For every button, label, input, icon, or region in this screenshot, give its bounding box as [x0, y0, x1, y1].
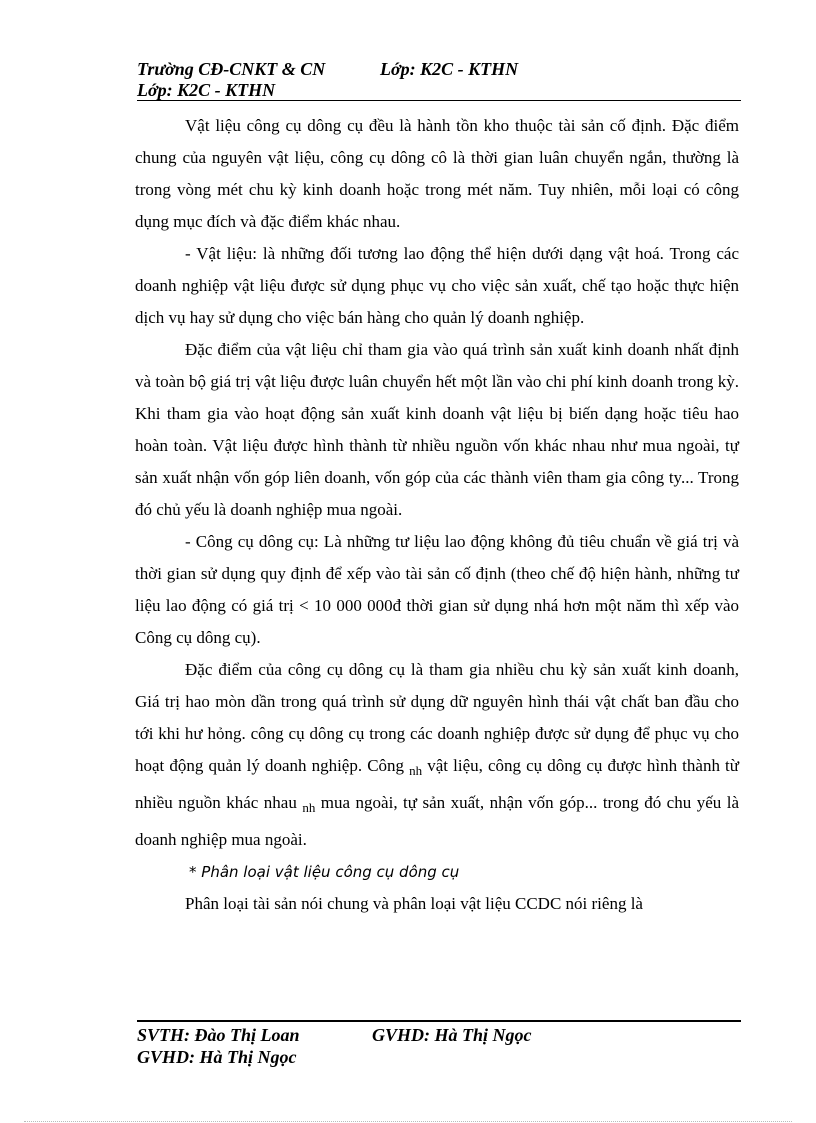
page-header: [137, 58, 741, 100]
paragraph-1: Vật liệu công cụ dông cụ đều là hành tồn kho thuộc tài sản cố định. Đặc điểm chung của nguyên vật liệu, công cụ dông cô là thời gian luân chuyển ngắn, thường là trong vòng mét chu kỳ kinh doanh hoặc trong mét năm. Tuy nhiên, mỗi loại có công dụng mục đích và đặc điểm khác nhau.: [135, 116, 739, 231]
paragraph-5-part-a: Đặc điểm của công cụ dông cụ là tham gia nhiều chu kỳ sản xuất kinh doanh, Giá trị hao mòn dần trong quá trình sử dụng dữ nguyên hình thái vật chất ban đầu cho tới khi hư hỏng. công cụ dông cụ trong các doanh nghiệp được sử dụng để phục vụ cho hoạt động quản lý doanh nghiệp. Công: [135, 660, 739, 775]
page-footer: [137, 1024, 741, 1070]
paragraph-5-part-b: vật liệu, công cụ dông cụ được hình thành từ nhiều nguồn khác nhau: [135, 756, 739, 812]
footer-row-1: [137, 1024, 741, 1046]
paragraph-6: Phân loại tài sản nói chung và phân loại vật liệu CCDC nói riêng là: [185, 894, 643, 913]
section-heading: * Phân loại vật liệu công cụ dông cụ: [189, 863, 460, 881]
small-nh-2: nh: [302, 800, 316, 815]
header-row-1: [137, 58, 741, 79]
header-row-2: [137, 79, 741, 100]
header-class-right: Lớp: K2C - KTHN: [380, 59, 519, 79]
footer-divider: [137, 1020, 741, 1022]
paragraph-5: [135, 654, 739, 856]
footer-row-2: [137, 1046, 741, 1068]
header-school: Trường CĐ-CNKT & CN: [137, 59, 326, 79]
footer-supervisor-right: GVHD: Hà Thị Ngọc: [372, 1025, 532, 1045]
header-divider: [137, 100, 741, 101]
document-body: [135, 110, 739, 920]
paragraph-3: Đặc điểm của vật liệu chỉ tham gia vào quá trình sản xuất kinh doanh nhất định và toàn bộ giá trị vật liệu được luân chuyển hết một lần vào chi phí kinh doanh trong kỳ. Khi tham gia vào hoạt động sản xuất kinh doanh vật liệu bị biến dạng hoặc tiêu hao hoàn toàn. Vật liệu được hình thành từ nhiều nguồn vốn khác nhau như mua ngoài, tự sản xuất nhận vốn góp liên doanh, vốn góp của các thành viên tham gia công ty... Trong đó chủ yếu là doanh nghiệp mua ngoài.: [135, 340, 739, 519]
paragraph-tools: - Công cụ dông cụ: Là những tư liệu lao động không đủ tiêu chuẩn về giá trị và thời gian sử dụng quy định để xếp vào tài sản cố định (theo chế độ hiện hành, những tư liệu lao động có giá trị < 10 000 000đ thời gian sử dụng nhá hơn một năm thì xếp vào Công cụ dông cụ).: [135, 532, 739, 647]
small-nh-1: nh: [409, 763, 423, 778]
paragraph-5-part-c: mua ngoài, tự sản xuất, nhận vốn góp... trong đó chu yếu là doanh nghiệp mua ngoài.: [135, 793, 739, 849]
footer-student: SVTH: Đào Thị Loan: [137, 1025, 300, 1045]
header-class-left: Lớp: K2C - KTHN: [137, 80, 276, 100]
footer-supervisor-left: GVHD: Hà Thị Ngọc: [137, 1047, 297, 1067]
page-bottom-edge: [24, 1121, 792, 1122]
paragraph-materials: - Vật liệu: là những đối tương lao động thể hiện dưới dạng vật hoá. Trong các doanh nghiệp vật liệu được sử dụng phục vụ cho việc sản xuất, chế tạo hoặc thực hiện dịch vụ hay sử dụng cho việc bán hàng cho quản lý doanh nghiệp.: [135, 244, 739, 327]
